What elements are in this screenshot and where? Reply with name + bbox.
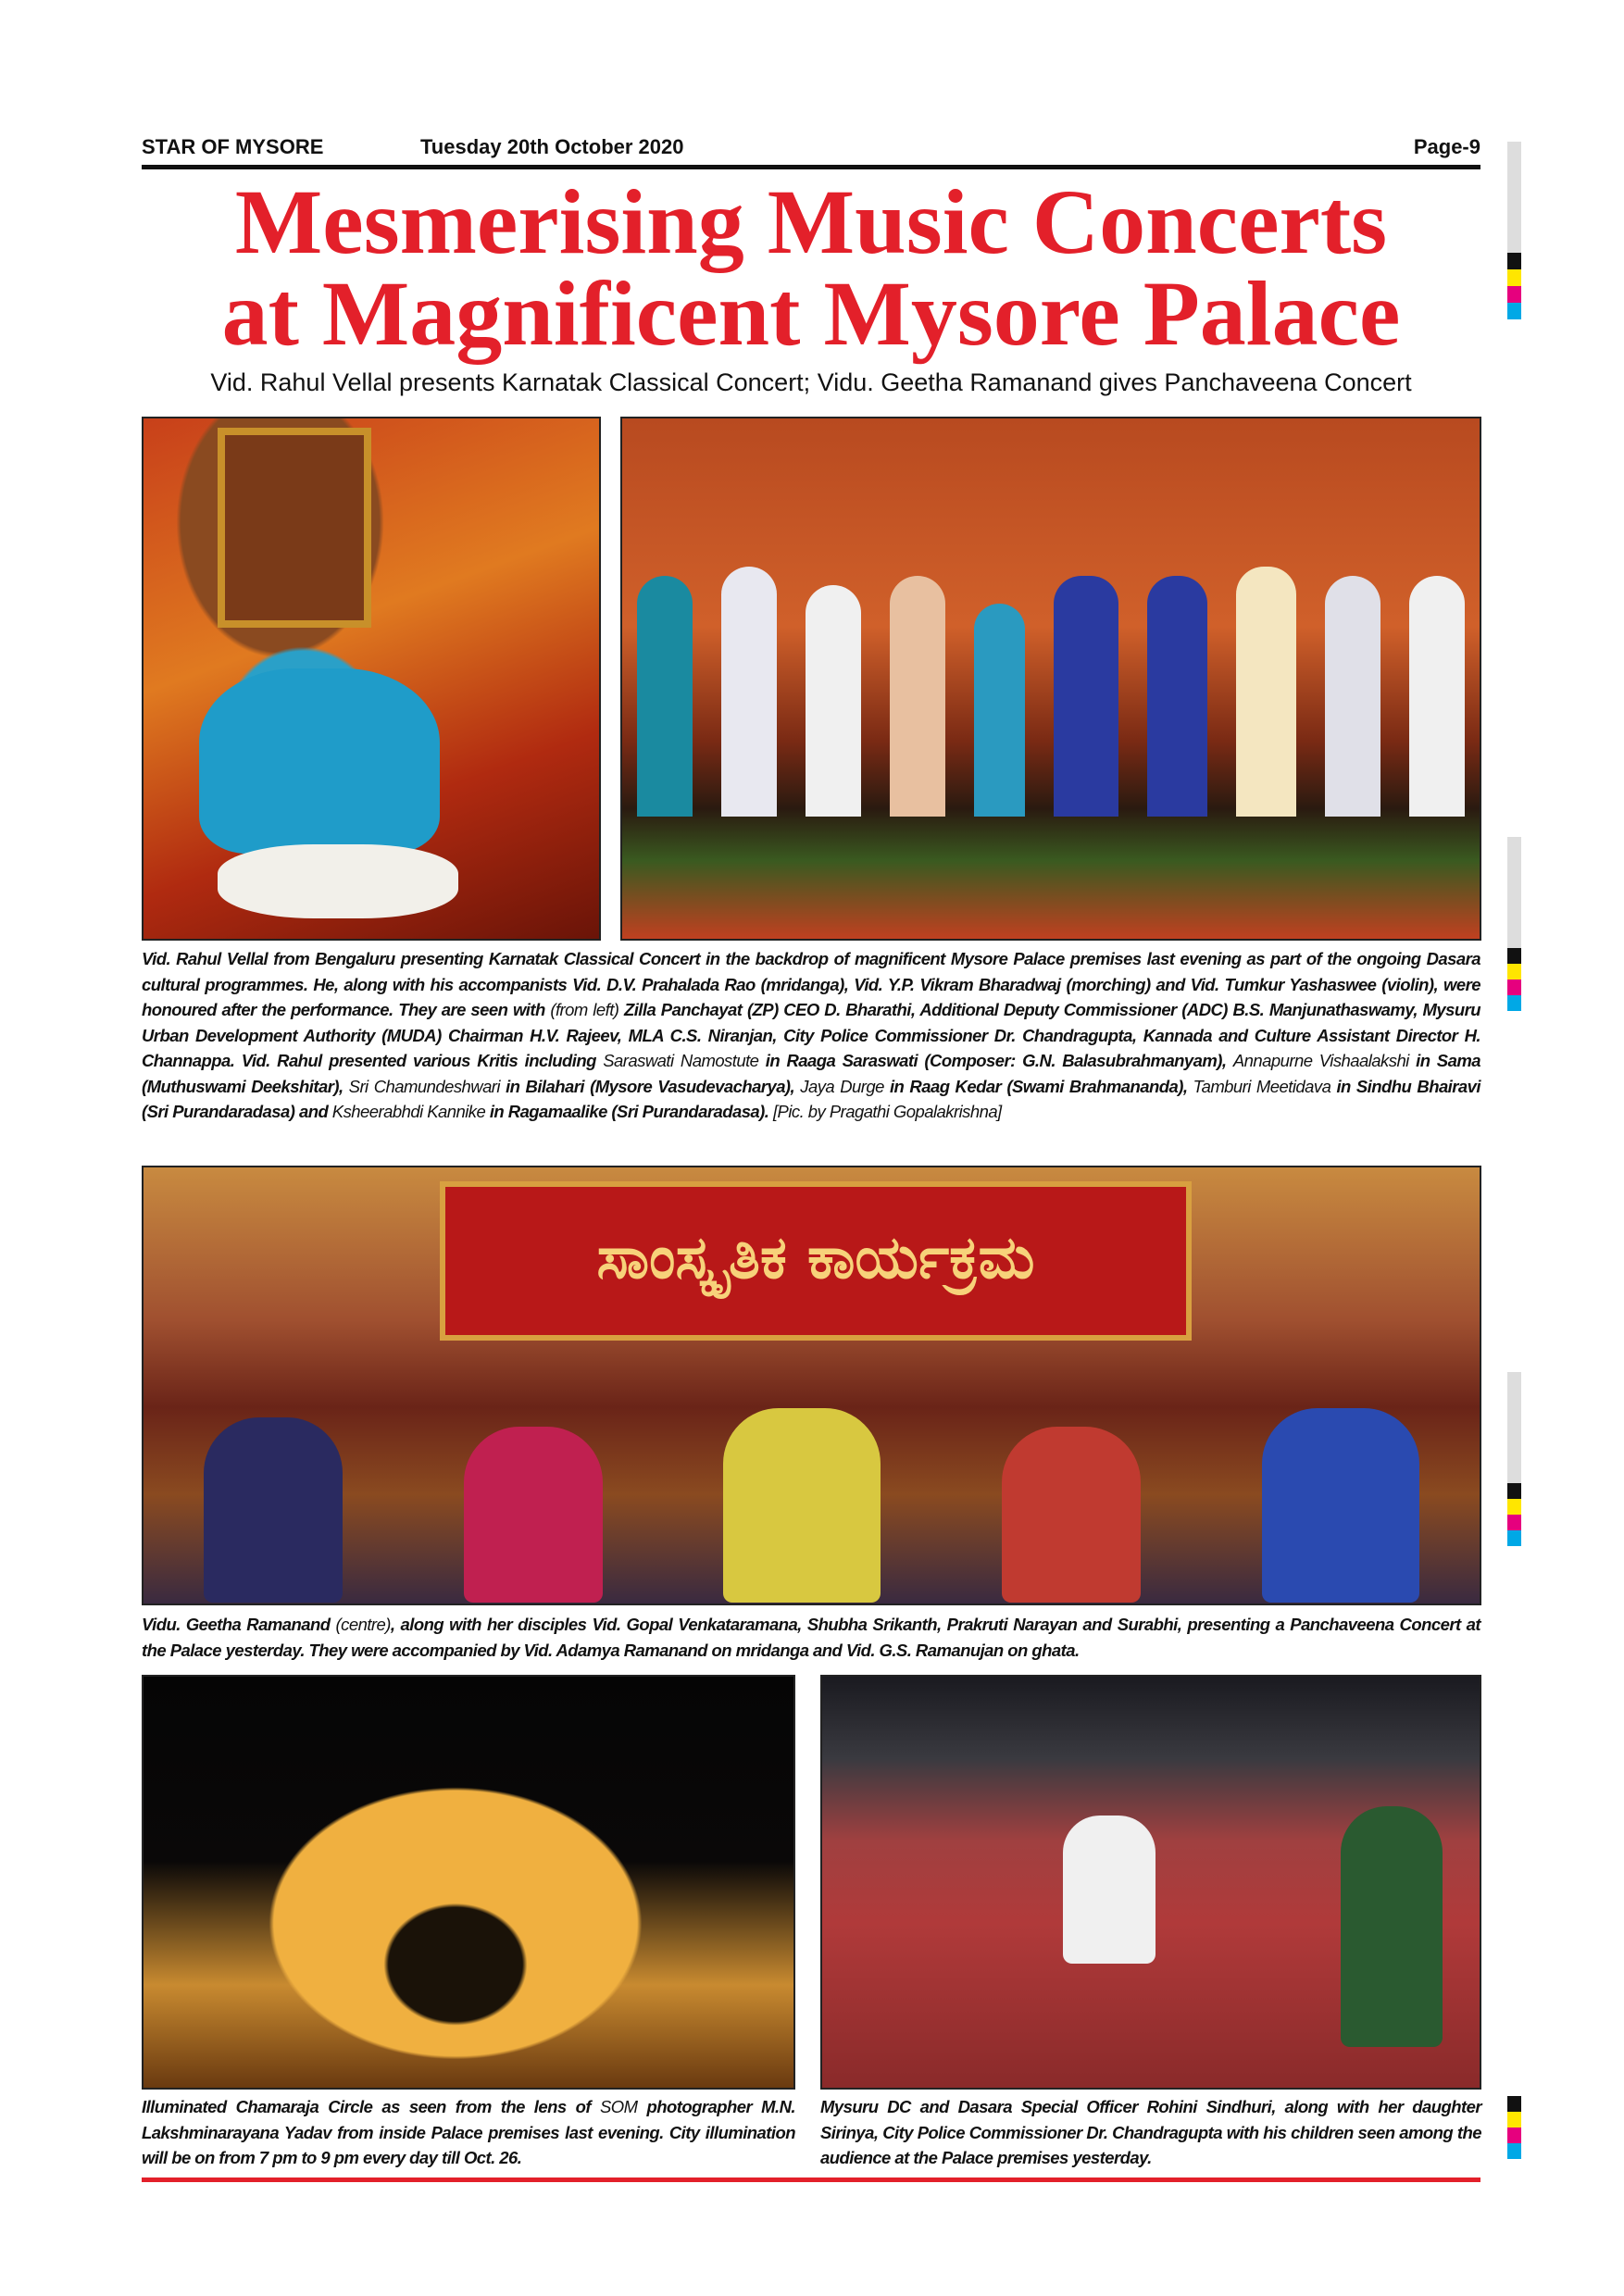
caption-text: , along with her disciples Vid. Gopal Venkataramana, Shubha Srikanth, Prakruti Narayan and Surabhi, presenting a Panchaveena Concert at the Palace yesterday. They were accompanied by Vid. Adamya Ramanand on mridanga and Vid. G.S. Ramanujan on ghata. <box>142 1615 1480 1660</box>
group-of-people <box>622 557 1480 817</box>
registration-mark <box>1507 1483 1521 1499</box>
caption-text-light: Saraswati Namostute <box>603 1051 766 1070</box>
caption-text: in Sindhu Bhairavi (Sri Purandaradasa) and <box>142 1076 1480 1121</box>
headline-line-1: Mesmerising Music Concerts <box>234 170 1388 273</box>
photo-panchaveena <box>142 1166 1481 1605</box>
caption-text: in Sama (Muthuswami Deekshitar), <box>142 1051 1480 1096</box>
header-rule <box>142 165 1480 169</box>
subheadline: Vid. Rahul Vellal presents Karnatak Classical Concert; Vidu. Geetha Ramanand gives Panchaveena Concert <box>210 368 1412 396</box>
headline-line-2: at Magnificent Mysore Palace <box>221 262 1401 365</box>
caption-text-light: [Pic. by Pragathi Gopalakrishna] <box>772 1102 1002 1121</box>
registration-mark <box>1507 303 1521 319</box>
caption-text-light: Sri Chamundeshwari <box>348 1076 506 1096</box>
photo-audience <box>820 1675 1481 2090</box>
caption-text: in Bilahari (Mysore Vasudevacharya), <box>506 1076 801 1096</box>
audience-member <box>1063 1816 1156 1964</box>
caption-text-light: Jaya Durge <box>800 1076 890 1096</box>
caption-text: Zilla Panchayat (ZP) CEO D. Bharathi, Additional Deputy Commissioner (ADC) B.S. Manjunathaswamy, Mysuru Urban Development Authority (MUDA) Chairman H.V. Rajeev, MLA C.S. Niranjan, City Police Commissioner Dr. Chandragupta, Kannada and Culture Assistant Director H. Channappa. Vid. Rahul presented various Kritis including <box>142 1000 1481 1070</box>
page-number: Page-9 <box>1413 135 1480 158</box>
banner <box>440 1181 1192 1341</box>
caption-text: Vidu. Geetha Ramanand <box>142 1615 336 1634</box>
performer-dhoti <box>218 844 458 918</box>
caption-text: Mysuru DC and Dasara Special Officer Rohini Sindhuri, along with her daughter Sirinya, City Police Commissioner Dr. Chandragupta with his children seen among the audience at the Palace premises yesterday. <box>820 2097 1481 2167</box>
caption-text: in Raag Kedar (Swami Brahmananda), <box>889 1076 1193 1096</box>
caption-text-light: Annapurne Vishaalakshi <box>1232 1051 1417 1070</box>
portrait-frame <box>218 428 371 628</box>
audience-member <box>1341 1806 1443 2047</box>
registration-mark <box>1507 2096 1521 2112</box>
registration-mark <box>1507 142 1521 253</box>
registration-mark <box>1507 837 1521 948</box>
registration-mark <box>1507 995 1521 1011</box>
caption-text: in Raaga Saraswati (Composer: G.N. Balasubrahmanyam), <box>765 1051 1233 1070</box>
registration-mark <box>1507 253 1521 269</box>
masthead <box>142 135 1480 163</box>
registration-mark <box>1507 2143 1521 2159</box>
veena-players <box>144 1390 1480 1603</box>
registration-mark <box>1507 2112 1521 2128</box>
registration-mark <box>1507 1499 1521 1515</box>
registration-mark <box>1507 1372 1521 1483</box>
caption-text-light: (from left) <box>550 1000 624 1019</box>
performer-figure <box>199 668 440 854</box>
registration-mark <box>1507 286 1521 303</box>
caption-text: photographer M.N. Lakshminarayana Yadav from inside Palace premises last evening. City illumination will be on from 7 pm to 9 pm every day till Oct. 26. <box>142 2097 795 2167</box>
issue-date: Tuesday 20th October 2020 <box>420 135 684 158</box>
banner-kannada-text: ಸಾಂಸ್ಕೃತಿಕ ಕಾರ್ಯಕ್ರಮ <box>596 1224 1035 1292</box>
publication-name: STAR OF MYSORE <box>142 135 324 158</box>
registration-mark <box>1507 964 1521 980</box>
caption-text-light: (centre) <box>335 1615 391 1634</box>
footer-rule <box>142 2177 1480 2182</box>
caption-text-light: SOM <box>599 2097 647 2116</box>
registration-mark <box>1507 2128 1521 2143</box>
photo-felicitation <box>620 417 1481 941</box>
caption-audience <box>820 2094 1481 2171</box>
caption-text: Vid. Rahul Vellal from Bengaluru presenting Karnatak Classical Concert in the backdrop of magnificent Mysore Palace premises last evening as part of the ongoing Dasara cultural programmes. He, along with his accompanists Vid. D.V. Prahalada Rao (mridanga), Vid. Y.P. Vikram Bharadwaj (morching) and Vid. Tumkur Yashaswee (violin), were honoured after the performance. They are seen with <box>142 949 1480 1019</box>
caption-text: in Ragamaalike (Sri Purandaradasa). <box>489 1102 773 1121</box>
registration-mark <box>1507 1530 1521 1546</box>
caption-chamaraja-circle <box>142 2094 795 2171</box>
caption-text: Illuminated Chamaraja Circle as seen from the lens of <box>142 2097 600 2116</box>
registration-mark <box>1507 269 1521 286</box>
caption-text-light: Ksheerabhdi Kannike <box>331 1102 490 1121</box>
caption-panchaveena <box>142 1612 1480 1663</box>
registration-mark <box>1507 948 1521 964</box>
caption-text-light: Tamburi Meetidava <box>1193 1076 1337 1096</box>
registration-mark <box>1507 980 1521 995</box>
registration-mark <box>1507 1515 1521 1530</box>
caption-rahul-vellal <box>142 946 1480 1125</box>
photo-chamaraja-circle <box>142 1675 795 2090</box>
photo-rahul-vellal <box>142 417 601 941</box>
